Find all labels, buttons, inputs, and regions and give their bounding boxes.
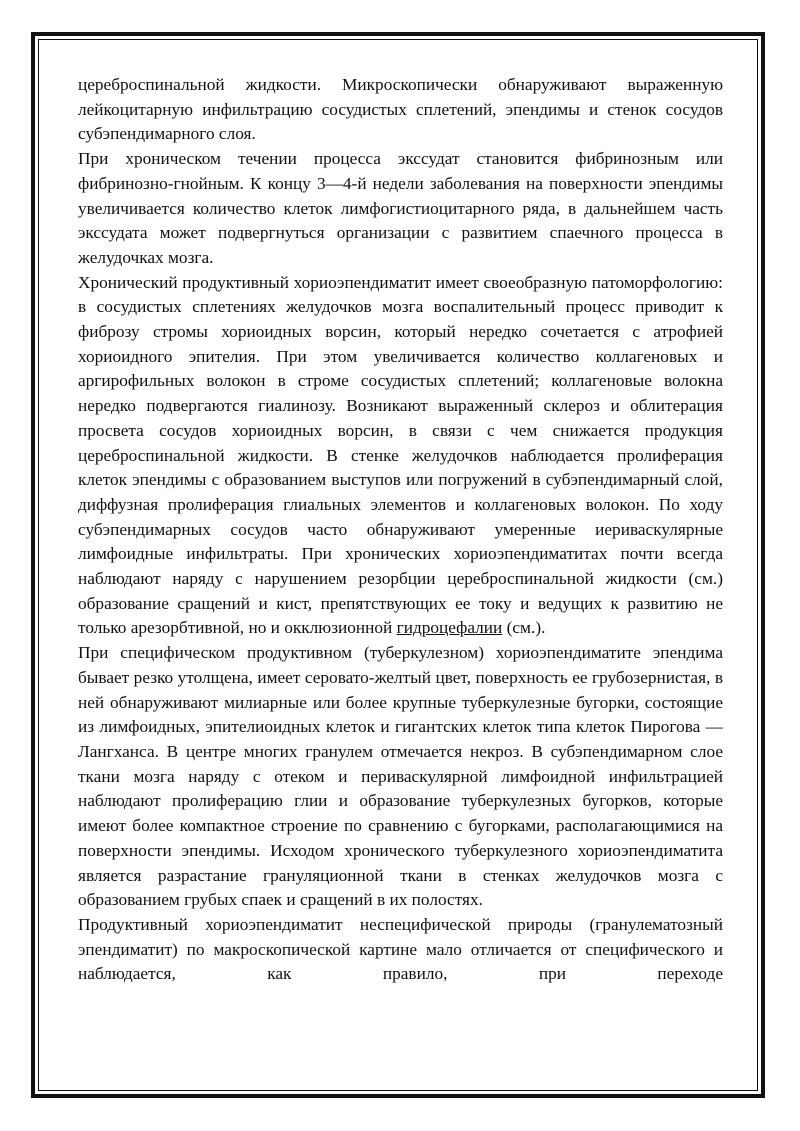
paragraph-3-tail: (см.). <box>502 618 546 638</box>
paragraph-4: При специфическом продуктивном (туберкулезном) хориоэпендиматите эпендима бывает резко утолщена, имеет серовато-желтый цвет, поверхность ее грубозернистая, в ней обнаруживают милиарные или более крупные туберкулезные бугорки, состоящие из лимфоидных, эпителиоидных клеток и гигантских клеток типа клеток Пирогова — Лангханса. В центре многих гранулем отмечается некроз. В субэпендимарном слое ткани мозга наряду с отеком и периваскулярной лимфоидной инфильтрацией наблюдают пролиферацию глии и образование туберкулезных бугорков, которые имеют более компактное строение по сравнению с бугорками, располагающимися на поверхности эпендимы. Исходом хронического туберкулезного хориоэпендиматита является разрастание грануляционной ткани в стенках желудочков мозга с образованием грубых спаек и сращений в их полостях. <box>78 643 723 910</box>
paragraph-1: цереброспинальной жидкости. Микроскопически обнаруживают выраженную лейкоцитарную инфильтрацию сосудистых сплетений, эпендимы и стенок сосудов субэпендимарного слоя. <box>78 75 723 144</box>
paragraph-3-text: Хронический продуктивный хориоэпендиматит имеет своеобразную патоморфологию: в сосудистых сплетениях желудочков мозга воспалительный процесс приводит к фиброзу стромы хориоидных ворсин, который нередко сочетается с атрофией хориоидного эпителия. При этом увеличивается количество коллагеновых и аргирофильных волокон в строме сосудистых сплетений; коллагеновые волокна нередко подвергаются гиалинозу. Возникают выраженный склероз и облитерация просвета сосудов хориоидных ворсин, в связи с чем снижается продукция цереброспинальной жидкости. В стенке желудочков наблюдается пролиферация клеток эпендимы с образованием выступов или погружений в субэпендимарный слой, диффузная пролиферация глиальных элементов и коллагеновых волокон. По ходу субэпендимарных сосудов часто обнаруживают умеренные иериваскулярные лимфоидные инфильтраты. При хронических хориоэпендиматитах почти всегда наблюдают наряду с нарушением резорбции цереброспинальной жидкости (см.) образование сращений и кист, препятствующих ее току и ведущих к развитию не только арезорбтивной, но и окклюзионной <box>78 272 723 638</box>
paragraph-3 <box>78 271 723 642</box>
document-body <box>78 73 723 987</box>
hydrocephalus-link[interactable]: гидроцефалии <box>396 618 503 638</box>
paragraph-2: При хроническом течении процесса экссудат становится фибринозным или фибринозно-гнойным. К концу 3—4-й недели заболевания на поверхности эпендимы увеличивается количество клеток лимфогистиоцитарного ряда, в дальнейшем часть экссудата может подвергнуться организации с развитием спаечного процесса в желудочках мозга. <box>78 149 723 267</box>
paragraph-5: Продуктивный хориоэпендиматит неспецифической природы (гранулематозный эпендиматит) по макроскопической картине мало отличается от специфического и наблюдается, как правило, при переходе <box>78 914 723 984</box>
